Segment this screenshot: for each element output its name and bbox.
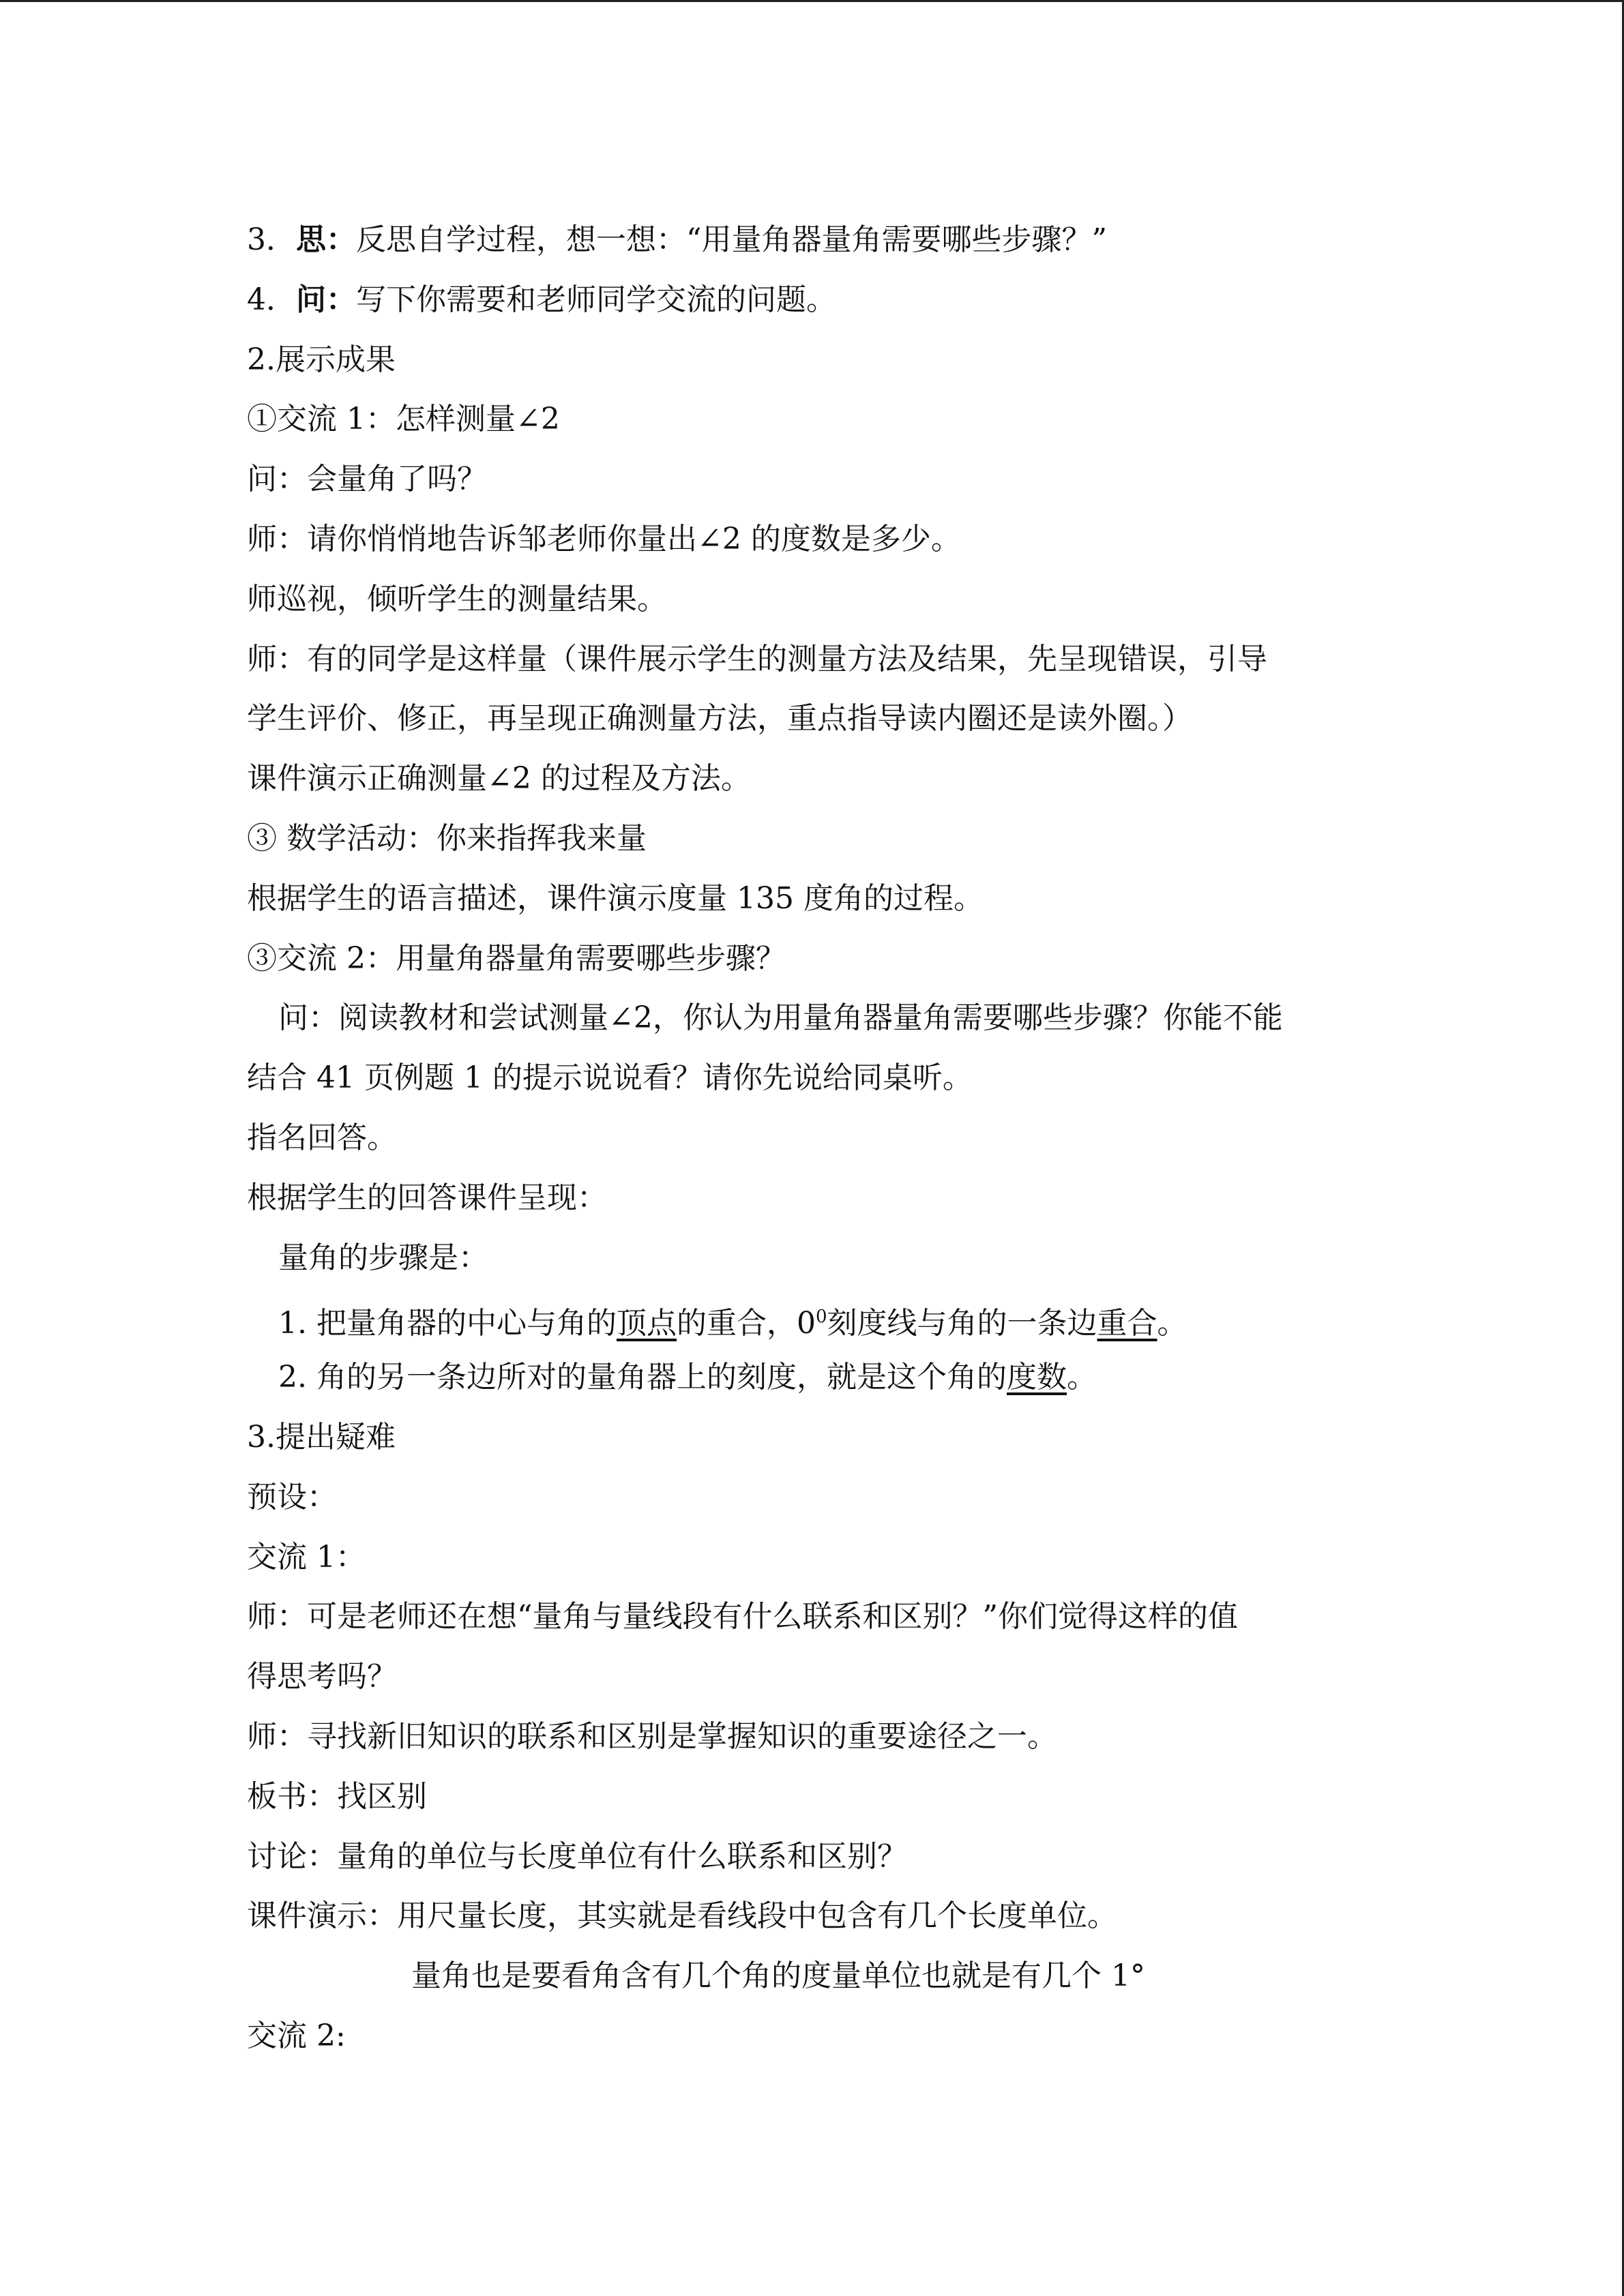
page-border-top xyxy=(0,0,1624,2)
step-item-text: 2. 角的另一条边所对的量角器上的刻度，就是这个角的 xyxy=(278,1360,1007,1395)
superscript-degree: 0 xyxy=(815,1307,827,1328)
paragraph-line: 师：可是老师还在想“量角与量线段有什么联系和区别？”你们觉得这样的值 xyxy=(247,1599,1238,1635)
step-number: 3． xyxy=(247,222,296,257)
paragraph-line: 得思考吗？ xyxy=(247,1659,397,1695)
paragraph-line: 预设： xyxy=(247,1479,337,1515)
paragraph-line: 师：有的同学是这样量（课件展示学生的测量方法及结果，先呈现错误，引导 xyxy=(247,641,1267,676)
paragraph-line: 师巡视，倾听学生的测量结果。 xyxy=(247,581,667,616)
step-item-text: 。 xyxy=(1157,1306,1187,1341)
step-item-text: 刻度线与角的一条边 xyxy=(827,1306,1097,1341)
step-item-text: 。 xyxy=(1066,1360,1097,1395)
step-item-text: 1. 把量角器的中心与角的 xyxy=(278,1306,617,1341)
paragraph-line: ③ 数学活动：你来指挥我来量 xyxy=(247,820,647,856)
step-keyword: 思： xyxy=(296,222,356,257)
paragraph-line: 问：会量角了吗？ xyxy=(247,462,487,497)
paragraph-line: ③交流 2：用量角器量角需要哪些步骤？ xyxy=(247,940,786,976)
paragraph-line: 讨论：量角的单位与长度单位有什么联系和区别？ xyxy=(247,1838,907,1874)
paragraph-line: 交流 1： xyxy=(247,1539,366,1575)
section-heading-raise-questions: 3.提出疑难 xyxy=(247,1419,396,1455)
underlined-term-vertex: 顶点 xyxy=(616,1306,677,1341)
step-text: 写下你需要和老师同学交流的问题。 xyxy=(356,282,836,317)
step-keyword: 问： xyxy=(296,282,356,317)
section-heading-show-results: 2.展示成果 xyxy=(247,342,396,377)
underlined-term-coincide: 重合 xyxy=(1097,1306,1157,1341)
step-number: 4． xyxy=(247,282,296,317)
paragraph-line: 课件演示正确测量∠2 的过程及方法。 xyxy=(247,761,751,796)
document-body xyxy=(247,210,1406,2066)
step-item-text: 的重合，0 xyxy=(676,1306,816,1341)
paragraph-line: 师：寻找新旧知识的联系和区别是掌握知识的重要途径之一。 xyxy=(247,1718,1057,1754)
paragraph-line: 指名回答。 xyxy=(247,1120,397,1155)
paragraph-line: 交流 2: xyxy=(247,2018,346,2053)
paragraph-line: 板书：找区别 xyxy=(247,1778,427,1814)
paragraph-line: 课件演示：用尺量长度，其实就是看线段中包含有几个长度单位。 xyxy=(247,1898,1117,1934)
steps-heading: 量角的步骤是： xyxy=(278,1240,488,1275)
paragraph-line: 师：请你悄悄地告诉邹老师你量出∠2 的度数是多少。 xyxy=(247,521,961,556)
paragraph-step-4 xyxy=(247,270,1406,330)
step-item-1 xyxy=(247,1287,1406,1347)
underlined-term-degree: 度数 xyxy=(1006,1360,1067,1395)
step-item-2 xyxy=(247,1347,1406,1407)
paragraph-line: 结合 41 页例题 1 的提示说说看？请你先说给同桌听。 xyxy=(247,1060,973,1096)
paragraph-step-3 xyxy=(247,210,1406,270)
paragraph-line: 根据学生的语言描述，课件演示度量 135 度角的过程。 xyxy=(247,880,984,916)
paragraph-line: ①交流 1：怎样测量∠2 xyxy=(247,402,560,437)
step-text: 反思自学过程，想一想：“用量角器量角需要哪些步骤？” xyxy=(356,222,1107,257)
paragraph-line: 问：阅读教材和尝试测量∠2，你认为用量角器量角需要哪些步骤？你能不能 xyxy=(278,1000,1283,1036)
paragraph-line: 学生评价、修正，再呈现正确测量方法，重点指导读内圈还是读外圈。） xyxy=(247,701,1192,736)
paragraph-line: 量角也是要看角含有几个角的度量单位也就是有几个 1° xyxy=(411,1958,1145,1994)
paragraph-line: 根据学生的回答课件呈现： xyxy=(247,1180,607,1215)
